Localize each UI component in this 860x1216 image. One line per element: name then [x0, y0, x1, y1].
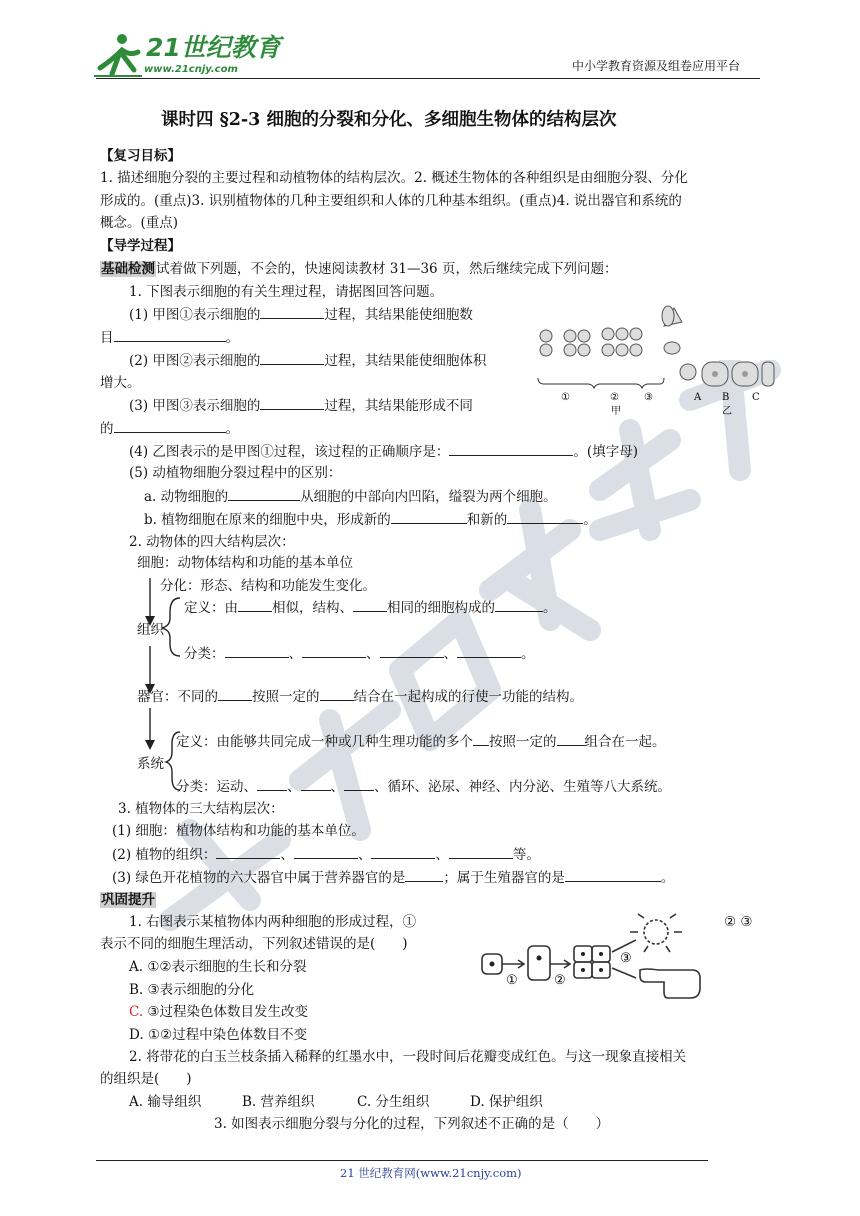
fig1-mark-1: ① [561, 392, 570, 403]
q1-2-cont: 增大。 [100, 375, 141, 391]
system-label: 系统 [137, 756, 164, 772]
cell-process-figure [536, 300, 776, 420]
q3-1: (1) 细胞：植物体结构和功能的基本单位。 [112, 823, 365, 839]
q3-stem: 3. 植物体的三大结构层次： [118, 801, 284, 817]
blank[interactable] [260, 397, 324, 410]
blank[interactable] [457, 645, 521, 658]
cell-line: 细胞：动物体结构和功能的基本单位 [137, 555, 353, 571]
footer-text[interactable]: 21 世纪教育网(www.21cnjy.com) [340, 1166, 522, 1180]
blank[interactable] [114, 329, 226, 342]
blank[interactable] [449, 846, 513, 859]
c-q1-line1: 1. 右图表示某植物体内两种细胞的形成过程，① [129, 914, 417, 930]
logo [92, 30, 281, 80]
fig2-mark-3: ③ [620, 951, 632, 966]
fig1-jia: 甲 [611, 406, 621, 417]
q3-3: (3) 绿色开花植物的六大器官中属于营养器官的是 ；属于生殖器官的是 。 [112, 870, 675, 886]
system-classification: 分类：运动、 、 、 、循环、泌尿、神经、内分泌、生殖等八大系统。 [176, 779, 671, 795]
basic-check-line [100, 261, 617, 278]
blank[interactable] [228, 488, 300, 501]
fig1-yi: 乙 [722, 406, 732, 417]
c-q2-option-d: D. 保护组织 [470, 1094, 543, 1110]
fig1-letter-b: B [722, 392, 730, 403]
blank[interactable] [380, 645, 444, 658]
q3-2: (2) 植物的组织： 、 、 、 等。 [112, 847, 540, 863]
blank[interactable] [473, 733, 489, 746]
blank[interactable] [225, 645, 289, 658]
differentiation-line: 分化：形态、结构和功能发生变化。 [160, 578, 376, 594]
platform-name: 中小学教育资源及组卷应用平台 [572, 59, 741, 73]
fig2-mark-1: ① [506, 973, 518, 988]
review-heading: 【复习目标】 [100, 148, 181, 164]
header-divider [96, 78, 760, 79]
review-line-1: 1. 描述细胞分裂的主要过程和动植物体的结构层次。2. 概述生物体的各种组织是由细胞分裂、分化 [100, 170, 688, 186]
fig2-mark-2: ② [554, 973, 566, 988]
q2-stem: 2. 动物体的四大结构层次： [129, 534, 295, 550]
c-q1-option-c: C. ③过程染色体数目发生改变 [129, 1004, 309, 1020]
c-q2-option-c: C. 分生组织 [357, 1094, 430, 1110]
guide-heading: 【导学过程】 [100, 238, 181, 254]
blank[interactable] [302, 645, 366, 658]
blank[interactable] [449, 443, 573, 456]
blank[interactable] [371, 846, 435, 859]
blank[interactable] [294, 846, 358, 859]
logo-text: 21世纪教育 [146, 33, 281, 62]
tissue-definition: 定义：由 相似，结构、 相同的细胞构成的 。 [184, 600, 557, 616]
c-q1-line2: 表示不同的细胞生理活动，下列叙述错误的是( ) [100, 936, 408, 952]
blank[interactable] [507, 511, 583, 524]
blank[interactable] [353, 599, 387, 612]
fig1-mark-3: ③ [644, 392, 653, 403]
q1-3-cont: 的 。 [100, 421, 239, 437]
page-title: 课时四 §2-3 细胞的分裂和分化、多细胞生物体的结构层次 [161, 110, 617, 130]
fig1-letter-c: C [752, 392, 760, 403]
q1-1-cont: 目 。 [100, 330, 239, 346]
c-q2-option-a: A. 输导组织 [129, 1094, 202, 1110]
blank[interactable] [218, 688, 252, 701]
blank[interactable] [565, 869, 661, 882]
blank[interactable] [320, 688, 354, 701]
c-q3-line: 3. 如图表示细胞分裂与分化的过程，下列叙述不正确的是（ ） [214, 1116, 610, 1132]
basic-check-label: 基础检测 [101, 261, 155, 277]
organ-line: 器官：不同的 按照一定的 结合在一起构成的行使一功能的结构。 [137, 689, 583, 705]
c-q1-option-b: B. ③表示细胞的分化 [129, 982, 255, 998]
blank[interactable] [257, 778, 287, 791]
q1-5a: a. 动物细胞的 从细胞的中部向内凹陷，缢裂为两个细胞。 [144, 489, 557, 505]
blank[interactable] [216, 846, 280, 859]
blank[interactable] [238, 599, 272, 612]
basic-check-text: 试着做下列题，不会的，快速阅读教材 31—36 页，然后继续完成下列问题： [156, 261, 618, 277]
footer-divider [96, 1160, 708, 1161]
c-q2-option-b: B. 营养组织 [242, 1094, 315, 1110]
fig1-letter-a: A [694, 392, 702, 403]
c-q1-option-d: D. ①②过程中染色体数目不变 [129, 1027, 308, 1043]
blank[interactable] [344, 778, 374, 791]
c-q1-marks: ② ③ [724, 914, 753, 930]
tissue-label: 组织 [137, 622, 164, 638]
c-q2-line1: 2. 将带花的白玉兰枝条插入稀释的红墨水中，一段时间后花瓣变成红色。与这一现象直接相关 [129, 1049, 687, 1065]
blank[interactable] [557, 733, 585, 746]
blank[interactable] [405, 869, 443, 882]
fig1-mark-2: ② [610, 392, 619, 403]
consolidate-label: 巩固提升 [101, 892, 155, 908]
q1-5b: b. 植物细胞在原来的细胞中央，形成新的 和新的 。 [144, 512, 597, 528]
q1-2: (2) 甲图②表示细胞的 过程，其结果能使细胞体积 [129, 353, 487, 369]
q1-5: (5) 动植物细胞分裂过程中的区别： [129, 465, 342, 481]
q1-stem: 1. 下图表示细胞的有关生理过程，请据图回答问题。 [129, 284, 444, 300]
system-definition: 定义：由能够共同完成一种或几种生理功能的多个 按照一定的 组合在一起。 [176, 734, 666, 750]
q1-3: (3) 甲图③表示细胞的 过程，其结果能形成不同 [129, 398, 473, 414]
review-line-2: 形成的。(重点)3. 识别植物体的几种主要组织和人体的几种基本组织。(重点)4. 说出器官和系统的 [100, 193, 682, 209]
blank[interactable] [495, 599, 543, 612]
blank[interactable] [301, 778, 331, 791]
review-line-3: 概念。(重点) [100, 215, 179, 231]
blank[interactable] [391, 511, 467, 524]
plant-cell-figure [478, 912, 748, 1012]
tissue-classification: 分类： 、 、 、 。 [184, 646, 535, 662]
blank[interactable] [260, 352, 324, 365]
logo-url: www.21cnjy.com [144, 64, 238, 75]
c-q2-line2: 的组织是( ) [100, 1071, 192, 1087]
consolidate-label-line [100, 892, 156, 909]
c-q1-option-a: A. ①②表示细胞的生长和分裂 [129, 959, 307, 975]
blank[interactable] [114, 420, 226, 433]
runner-logo-icon [92, 30, 152, 80]
q1-1: (1) 甲图①表示细胞的 过程，其结果能使细胞数 [129, 307, 473, 323]
q1-4: (4) 乙图表示的是甲图①过程，该过程的正确顺序是： 。(填字母) [129, 444, 638, 460]
blank[interactable] [260, 306, 324, 319]
